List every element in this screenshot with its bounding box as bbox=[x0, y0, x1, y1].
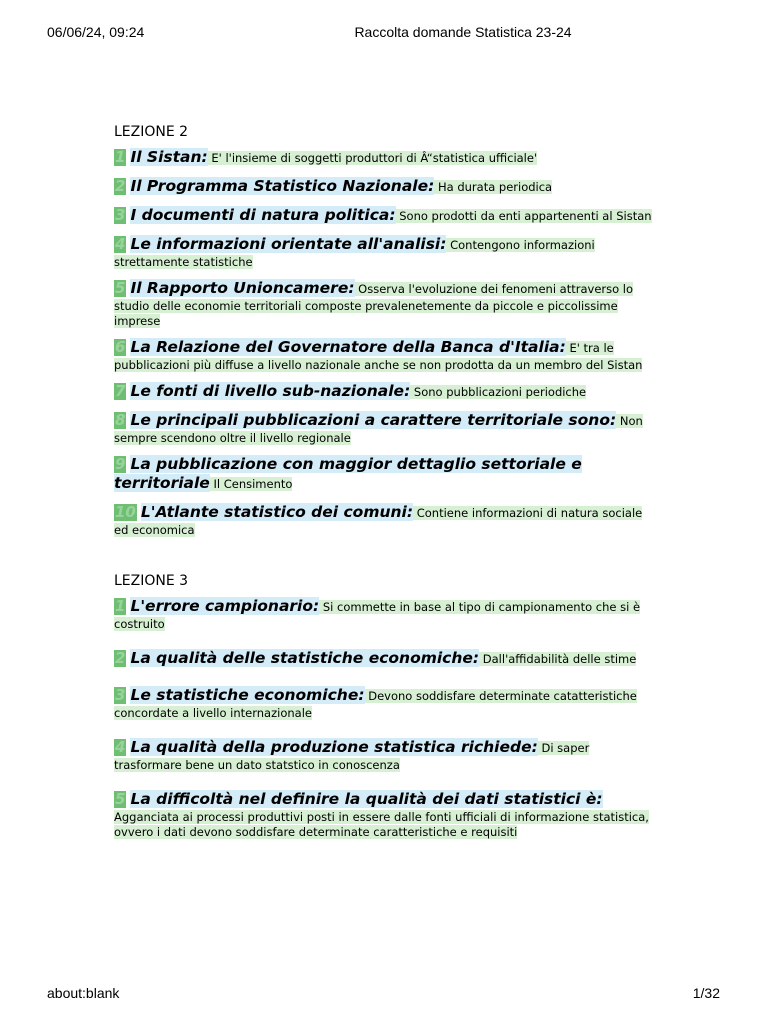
answer-text: Agganciata ai processi produttivi posti in essere dalle fonti ufficiali di informazione statistica, ovvero i dati devono soddisfare determinate caratteristiche e requisiti bbox=[114, 810, 649, 839]
question-text: Il Sistan: bbox=[130, 148, 208, 166]
question-text: La qualità delle statistiche economiche: bbox=[130, 649, 480, 667]
answer-text: Ha durata periodica bbox=[434, 180, 553, 194]
answer-text: Sono pubblicazioni periodiche bbox=[410, 385, 587, 399]
question-text: Il Rapporto Unioncamere: bbox=[130, 279, 355, 297]
question-text: Le principali pubblicazioni a carattere territoriale sono: bbox=[130, 411, 617, 429]
question-text: La difficoltà nel definire la qualità dei dati statistici è: bbox=[130, 790, 603, 808]
question-text: I documenti di natura politica: bbox=[130, 206, 396, 224]
lesson-spacer bbox=[114, 547, 659, 573]
question-number: 6 bbox=[115, 338, 126, 356]
question-text: Le informazioni orientate all'analisi: bbox=[130, 235, 447, 253]
answer-text: Devono soddisfare determinate catatteristiche concordate a livello internazionale bbox=[114, 689, 637, 720]
question-item bbox=[114, 279, 659, 328]
question-number: 8 bbox=[115, 411, 126, 429]
page-content bbox=[114, 124, 659, 857]
answer-text: Dall'affidabilità delle stime bbox=[479, 652, 637, 666]
page-url: about:blank bbox=[47, 985, 120, 1001]
question-number: 1 bbox=[115, 148, 126, 166]
answer-text: Si commette in base al tipo di campionamento che si è costruito bbox=[114, 600, 641, 631]
question-text: Le statistiche economiche: bbox=[130, 686, 365, 704]
question-item bbox=[114, 411, 659, 445]
question-number: 2 bbox=[115, 177, 126, 195]
question-item bbox=[114, 338, 659, 372]
answer-text: Sono prodotti da enti appartenenti al Sistan bbox=[395, 209, 652, 223]
page-number: 1/32 bbox=[692, 985, 720, 1001]
question-number: 3 bbox=[115, 206, 126, 224]
lesson-3 bbox=[114, 573, 659, 839]
question-item bbox=[114, 148, 659, 167]
question-text: L'errore campionario: bbox=[130, 597, 320, 615]
answer-text: E' tra le pubblicazioni più diffuse a livello nazionale anche se non prodotta da un membro del Sistan bbox=[114, 341, 643, 372]
question-item bbox=[114, 177, 659, 196]
document-title: Raccolta domande Statistica 23-24 bbox=[354, 24, 572, 40]
question-text: L'Atlante statistico dei comuni: bbox=[140, 503, 414, 521]
question-number: 4 bbox=[115, 235, 126, 253]
question-item bbox=[114, 382, 659, 401]
question-item bbox=[114, 206, 659, 225]
answer-text: Di saper trasformare bene un dato statstico in conoscenza bbox=[114, 741, 590, 772]
answer-text: Contiene informazioni di natura sociale ed economica bbox=[114, 506, 643, 537]
question-number: 2 bbox=[115, 649, 126, 667]
question-item bbox=[114, 503, 659, 537]
question-item bbox=[114, 738, 659, 772]
lesson-title: LEZIONE 3 bbox=[114, 573, 189, 589]
print-datetime: 06/06/24, 09:24 bbox=[47, 24, 145, 40]
question-number: 10 bbox=[115, 503, 136, 521]
question-item bbox=[114, 686, 659, 720]
question-item bbox=[114, 790, 659, 839]
question-item bbox=[114, 649, 659, 668]
lesson-2 bbox=[114, 124, 659, 537]
question-number: 9 bbox=[115, 455, 126, 473]
question-text: Le fonti di livello sub-nazionale: bbox=[130, 382, 411, 400]
answer-text: Contengono informazioni strettamente statistiche bbox=[114, 238, 595, 269]
question-number: 5 bbox=[115, 790, 126, 808]
question-number: 1 bbox=[115, 597, 126, 615]
question-item bbox=[114, 455, 659, 493]
answer-text: Il Censimento bbox=[209, 477, 293, 491]
answer-text: Non sempre scendono oltre il livello regionale bbox=[114, 414, 643, 445]
answer-text: Osserva l'evoluzione dei fenomeni attraverso lo studio delle economie territoriali composte prevalenetemente da piccole e piccolissime imprese bbox=[114, 282, 634, 328]
answer-text: E' l'insieme di soggetti produttori di Â“statistica ufficiale' bbox=[207, 151, 538, 165]
question-number: 4 bbox=[115, 738, 126, 756]
question-item bbox=[114, 235, 659, 269]
question-number: 5 bbox=[115, 279, 126, 297]
lesson-title: LEZIONE 2 bbox=[114, 124, 189, 140]
question-text: La Relazione del Governatore della Banca d'Italia: bbox=[130, 338, 566, 356]
question-item bbox=[114, 597, 659, 631]
question-number: 7 bbox=[115, 382, 126, 400]
question-number: 3 bbox=[115, 686, 126, 704]
question-text: Il Programma Statistico Nazionale: bbox=[130, 177, 435, 195]
question-text: La qualità della produzione statistica richiede: bbox=[130, 738, 538, 756]
question-text: La pubblicazione con maggior dettaglio settoriale e territoriale bbox=[114, 455, 582, 492]
